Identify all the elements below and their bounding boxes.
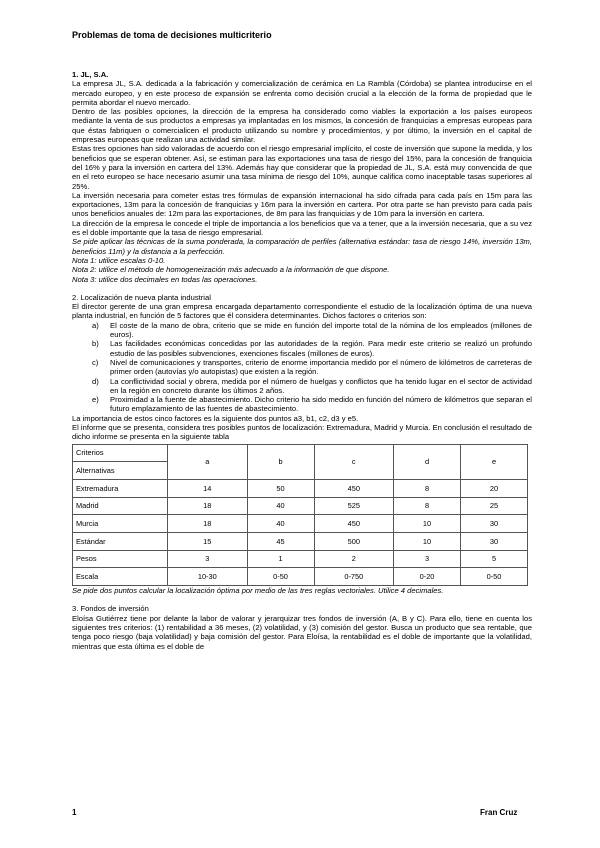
section-1-heading: 1. JL, S.A. (72, 70, 109, 79)
table-cell: 3 (394, 550, 461, 568)
table-cell: 0-20 (394, 568, 461, 586)
table-cell: 0-750 (314, 568, 394, 586)
criteria-letter: c) (92, 357, 99, 367)
column-header: c (314, 444, 394, 479)
table-cell: 450 (314, 479, 394, 497)
section-1-task: Se pide aplicar las técnicas de la suma ponderada, la comparación de perfiles (alternativa estándar: tasa de riesgo 14%, inversión 13m, beneficios 11m) y la distancia a la perfección. (72, 237, 532, 256)
section-1-note-2: Nota 2: utilice el método de homogeneización más adecuado a la información de que dispone. (72, 265, 390, 275)
table-row (73, 497, 528, 515)
table-cell: 0-50 (461, 568, 528, 586)
table-cell: 10 (394, 515, 461, 533)
section-3-paragraph-1: Eloísa Gutiérrez tiene por delante la labor de valorar y jerarquizar tres fondos de inversión (A, B y C). Para ello, tiene en cuenta los siguientes tres criterios: (1) rentabilidad a 36 meses, (2) volatilidad, y (3) comisión del gestor. Busca un producto que sea rentable, que tenga poco riesgo (baja volatilidad) y baja comisión del gestor. Para Eloísa, la rentabilidad es el doble de importante que la volatilidad, mientras que esta última es el doble de (72, 613, 532, 651)
section-1-paragraph-4: La inversión necesaria para cometer estas tres fórmulas de expansión internacional ha sido cifrada para cada país en 15m para las exportaciones, 13m para la concesión de franquicias y 16m para la inversión en cartera. Por otra parte se han previsto para cada país unos beneficios anuales de: 12m para las exportaciones, de 8m para las franquicias y de 10m para la inversión en cartera. (72, 190, 532, 219)
table-cell: 45 (247, 533, 314, 551)
criteria-header-cell: Criterios (73, 444, 168, 462)
location-table (72, 444, 528, 587)
table-cell: 2 (314, 550, 394, 568)
table-header-row (73, 444, 528, 462)
table-cell: 525 (314, 497, 394, 515)
section-1-paragraph-5: La dirección de la empresa le concede el triple de importancia a los beneficios que va a tener, que a la inversión necesaria, que a su vez es el doble importante que la tasa de riesgo empresarial. (72, 218, 532, 238)
table-cell: 30 (461, 533, 528, 551)
table-row (73, 515, 528, 533)
table-cell: 10-30 (168, 568, 248, 586)
column-header: d (394, 444, 461, 479)
alternatives-header-cell: Alternativas (73, 462, 168, 480)
section-3-heading: 3. Fondos de inversión (72, 604, 149, 614)
table-cell: 5 (461, 550, 528, 568)
section-2-task: Se pide dos puntos calcular la localización óptima por medio de las tres reglas vectoriales. Utilice 4 decimales. (72, 586, 444, 596)
table-cell: 18 (168, 497, 248, 515)
criteria-item (92, 358, 532, 377)
table-cell: 0-50 (247, 568, 314, 586)
section-1-note-1: Nota 1: utilice escalas 0-10. (72, 255, 166, 265)
report-text: El informe que se presenta, considera tres posibles puntos de localización: Extremadura, Madrid y Murcia. En conclusión el resultado de dicho informe se presenta en la siguiente tabla (72, 422, 532, 442)
section-2-intro: El director gerente de una gran empresa encargada departamento correspondiente el estudio de la localización óptima de una nueva planta industrial, en función de 5 factores que él considera determinantes. Dichos factores o criterios son: (72, 302, 532, 321)
criteria-letter: a) (92, 320, 99, 330)
column-header: a (168, 444, 248, 479)
row-label: Escala (73, 568, 168, 586)
criteria-item (92, 321, 532, 340)
criteria-text: Las facilidades económicas concedidas por las autoridades de la región. Para medir este criterio se realizó un profundo estudio de las posibles subvenciones, exenciones fiscales (millones de euros). (110, 339, 532, 358)
table-cell: 40 (247, 515, 314, 533)
section-1-paragraph-2: Dentro de las posibles opciones, la dirección de la empresa ha considerado como viables la exportación a los países europeos mediante la venta de sus productos a empresas ya implantadas en los mismos, la concesión de franquicias a empresas europeas para que éstas fabriquen o comercialicen el producto utilizando su nombre y procedimientos, y por último, la inversión en el capital de empresas europeas que realizan una actividad similar. (72, 107, 532, 145)
table-cell: 30 (461, 515, 528, 533)
criteria-text: Nivel de comunicaciones y transportes, criterio de enorme importancia medido por el número de kilómetros de carreteras de primer orden (autovías y/o autopistas) que existen a la región. (110, 357, 532, 377)
table-cell: 8 (394, 497, 461, 515)
table-row (73, 479, 528, 497)
table-cell: 25 (461, 497, 528, 515)
column-header: b (247, 444, 314, 479)
table-cell: 8 (394, 479, 461, 497)
page-title: Problemas de toma de decisiones multicriterio (72, 30, 272, 40)
table-cell: 40 (247, 497, 314, 515)
section-1-paragraph-3: Estas tres opciones han sido valoradas de acuerdo con el riesgo empresarial implícito, el coste de inversión que supone la medida, y los beneficios que se esperan obtener. Así, se estiman para las exportaciones una tasa de riesgo del 15%, para la concesión de franquicia del 16% y para la inversión en cartera del 13%. Además hay que considerar que la propiedad de JL, S.A. está muy convencida de que en el reto europeo se hace necesario asumir una tasa mínima de riesgo del 10%, aunque califica como inaceptable tasas superiores al 25%. (72, 144, 532, 191)
table-cell: 500 (314, 533, 394, 551)
author-name: Fran Cruz (480, 808, 518, 817)
row-label: Extremadura (73, 479, 168, 497)
table-cell: 10 (394, 533, 461, 551)
document-body (72, 70, 532, 651)
table-cell: 15 (168, 533, 248, 551)
table-cell: 18 (168, 515, 248, 533)
spacer (72, 284, 532, 293)
criteria-list (72, 321, 532, 414)
criteria-text: Proximidad a la fuente de abastecimiento. Dicho criterio ha sido medido en función del número de kilómetros que separan el futuro emplazamiento de las fuentes de abastecimiento. (110, 395, 532, 414)
column-header: e (461, 444, 528, 479)
table-row (73, 533, 528, 551)
row-label: Pesos (73, 550, 168, 568)
table-row (73, 550, 528, 568)
criteria-letter: b) (92, 339, 99, 349)
table-cell: 14 (168, 479, 248, 497)
section-1-paragraph-1: La empresa JL, S.A. dedicada a la fabricación y comercialización de cerámica en La Rambla (Córdoba) se plantea introducirse en el mercado europeo, y en este proceso de expansión se enfrenta como decisión crucial a la elección de la forma de propiedad que le permita abordar el nuevo mercado. (72, 79, 532, 107)
criteria-text: La conflictividad social y obrera, medida por el número de huelgas y conflictos que ha tenido lugar en el sector de actividad en la región en concreto durante los últimos 2 años. (110, 376, 532, 395)
criteria-item (92, 339, 532, 358)
criteria-item (92, 395, 532, 414)
page-number: 1 (72, 808, 77, 817)
row-label: Estándar (73, 533, 168, 551)
criteria-text: El coste de la mano de obra, criterio que se mide en función del importe total de la nómina de los empleados (millones de euros). (110, 320, 532, 340)
section-1-note-3: Nota 3: utilice dos decimales en todas las operaciones. (72, 274, 258, 284)
criteria-item (92, 377, 532, 396)
row-label: Murcia (73, 515, 168, 533)
table-cell: 50 (247, 479, 314, 497)
table-cell: 20 (461, 479, 528, 497)
spacer (72, 595, 532, 604)
criteria-letter: d) (92, 376, 99, 386)
table-cell: 3 (168, 550, 248, 568)
importance-text: La importancia de estos cinco factores es la siguiente dos puntos a3, b1, c2, d3 y e5. (72, 413, 359, 423)
section-2-heading: 2. Localización de nueva planta industrial (72, 292, 211, 302)
table-row (73, 568, 528, 586)
table-cell: 1 (247, 550, 314, 568)
table-cell: 450 (314, 515, 394, 533)
row-label: Madrid (73, 497, 168, 515)
criteria-letter: e) (92, 395, 99, 405)
